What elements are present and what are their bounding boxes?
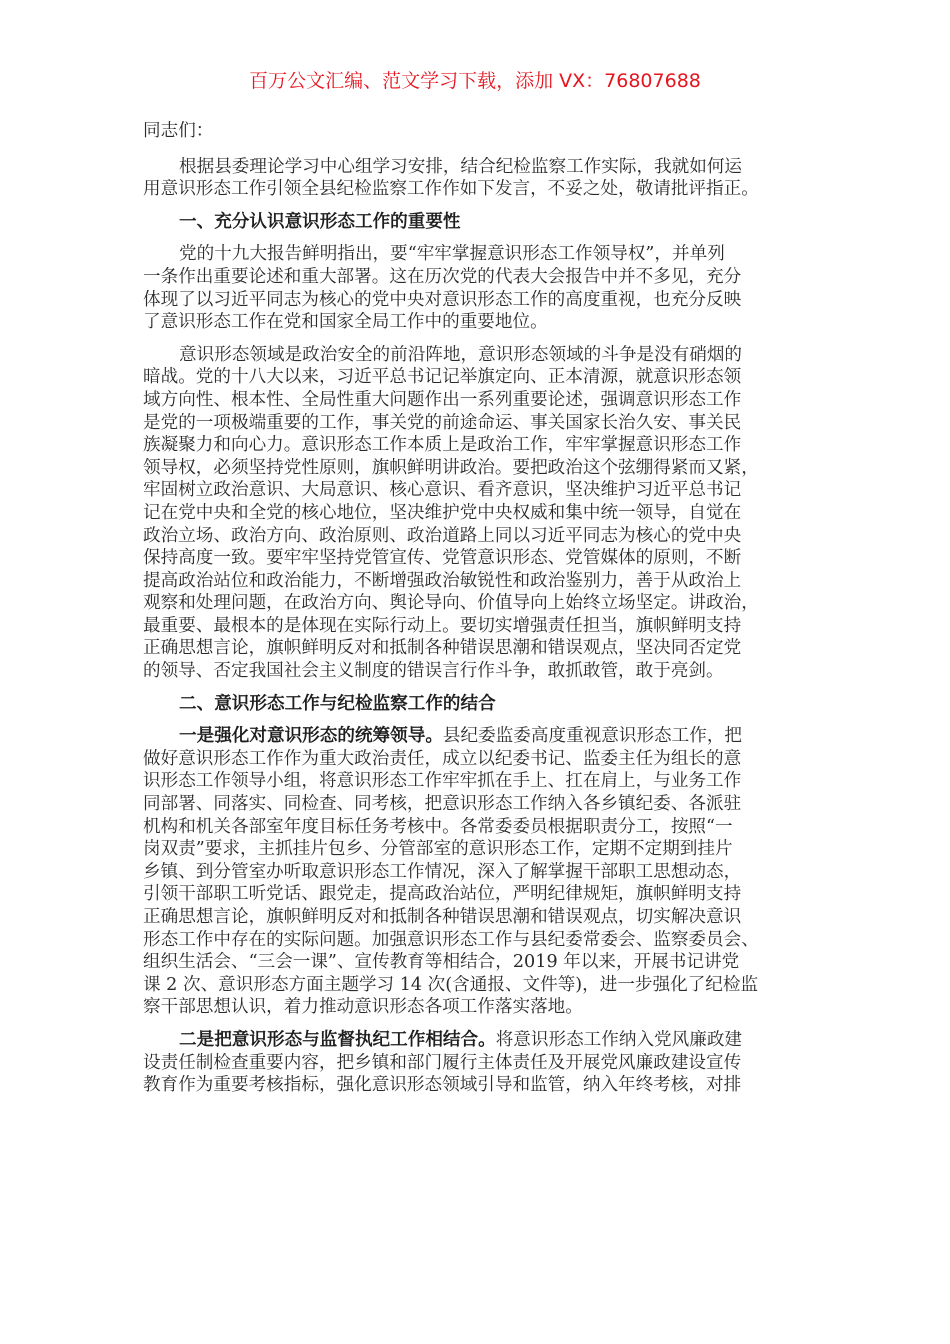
paragraph-lead: 二是把意识形态与监督执纪工作相结合。 xyxy=(179,1029,496,1050)
paragraph-line: 同部署、同落实、同检查、同考核，把意识形态工作纳入各乡镇纪委、各派驻 xyxy=(143,794,742,815)
paragraph-text: 将意识形态工作纳入党风廉政建 xyxy=(495,1029,743,1050)
paragraph-line: 最重要、最根本的是体现在实际行动上。要切实增强责任担当，旗帜鲜明支持 xyxy=(143,615,742,636)
paragraph-line: 乡镇、到分管室办听取意识形态工作情况，深入了解掌握干部职工思想动态， xyxy=(143,861,742,882)
paragraph-line: 体现了以习近平同志为核心的党中央对意识形态工作的高度重视，也充分反映 xyxy=(143,289,742,310)
paragraph-line: 的领导、否定我国社会主义制度的错误言行作斗争，敢抓敢管，敢于亮剑。 xyxy=(143,661,724,682)
paragraph-line: 用意识形态工作引领全县纪检监察工作作如下发言，不妥之处，敬请批评指正。 xyxy=(143,179,759,200)
paragraph-line: 组织生活会、“三会一课”、宣传教育等相结合，2019 年以来，开展书记讲党 xyxy=(143,952,740,973)
section-1-paragraph-2 xyxy=(143,344,807,683)
paragraph-line: 引领干部职工听党话、跟党走，提高政治站位，严明纪律规矩，旗帜鲜明支持 xyxy=(143,884,742,905)
section-2-heading: 二、意识形态工作与纪检监察工作的结合 xyxy=(179,693,496,714)
paragraph-line: 记在党中央和全党的核心地位，坚决维护党中央权威和集中统一领导，自觉在 xyxy=(143,502,742,523)
paragraph-line: 一条作出重要论述和重大部署。这在历次党的代表大会报告中并不多见，充分 xyxy=(143,266,742,287)
paragraph-line: 设责任制检查重要内容，把乡镇和部门履行主体责任及开展党风廉政建设宣传 xyxy=(143,1052,742,1073)
paragraph-line: 是党的一项极端重要的工作，事关党的前途命运、事关国家长治久安、事关民 xyxy=(143,412,742,433)
paragraph-line: 教育作为重要考核指标，强化意识形态领域引导和监管，纳入年终考核，对排 xyxy=(143,1075,742,1096)
paragraph-line: 政治立场、政治方向、政治原则、政治道路上同以习近平同志为核心的党中央 xyxy=(143,525,742,546)
paragraph-line: 族凝聚力和向心力。意识形态工作本质上是政治工作，牢牢掌握意识形态工作 xyxy=(143,435,742,456)
paragraph-first-line xyxy=(143,725,807,748)
paragraph-line: 了意识形态工作在党和国家全局工作中的重要地位。 xyxy=(143,312,548,333)
paragraph-line: 做好意识形态工作作为重大政治责任，成立以纪委书记、监委主任为组长的意 xyxy=(143,748,742,769)
paragraph-line: 领导权，必须坚持党性原则，旗帜鲜明讲政治。要把政治这个弦绷得紧而又紧， xyxy=(143,457,759,478)
document-body xyxy=(143,120,807,1107)
paragraph-line: 正确思想言论，旗帜鲜明反对和抵制各种错误思潮和错误观点，坚决同否定党 xyxy=(143,638,742,659)
paragraph-line: 意识形态领域是政治安全的前沿阵地，意识形态领域的斗争是没有硝烟的 xyxy=(179,344,743,365)
paragraph-line: 保持高度一致。要牢牢坚持党管宣传、党管意识形态、党管媒体的原则，不断 xyxy=(143,548,742,569)
paragraph-line: 机构和机关各部室年度目标任务考核中。各常委委员根据职责分工，按照“一 xyxy=(143,816,733,837)
paragraph-line: 党的十九大报告鲜明指出，要“牢牢掌握意识形态工作领导权”，并单列 xyxy=(179,244,725,265)
section-2-paragraph-1 xyxy=(143,725,807,1019)
intro-paragraph xyxy=(143,156,807,201)
paragraph-line: 课 2 次、意识形态方面主题学习 14 次(含通报、文件等)，进一步强化了纪检监 xyxy=(143,974,759,995)
paragraph-lead: 一是强化对意识形态的统筹领导。 xyxy=(179,726,443,747)
section-2-paragraph-2 xyxy=(143,1029,807,1097)
paragraph-line: 域方向性、根本性、全局性重大问题作出一系列重要论述，强调意识形态工作 xyxy=(143,389,742,410)
paragraph-text: 县纪委监委高度重视意识形态工作，把 xyxy=(442,726,743,747)
paragraph-line: 察干部思想认识，着力推动意识形态各项工作落实落地。 xyxy=(143,997,583,1018)
paragraph-line: 根据县委理论学习中心组学习安排，结合纪检监察工作实际，我就如何运 xyxy=(179,156,743,177)
paragraph-line: 牢固树立政治意识、大局意识、核心意识、看齐意识，坚决维护习近平总书记 xyxy=(143,480,742,501)
paragraph-line: 形态工作中存在的实际问题。加强意识形态工作与县纪委常委会、监察委员会、 xyxy=(143,929,759,950)
paragraph-line: 观察和处理问题，在政治方向、舆论导向、价值导向上始终立场坚定。讲政治， xyxy=(143,593,759,614)
paragraph-line: 暗战。党的十八大以来，习近平总书记记举旗定向、正本清源，就意识形态领 xyxy=(143,367,742,388)
salutation: 同志们： xyxy=(143,121,214,141)
section-1-heading: 一、充分认识意识形态工作的重要性 xyxy=(179,211,461,232)
promo-banner: 百万公文汇编、范文学习下载，添加 VX：76807688 xyxy=(249,70,701,92)
section-1-paragraph-1 xyxy=(143,243,807,333)
paragraph-line: 提高政治站位和政治能力，不断增强政治敏锐性和政治鉴别力，善于从政治上 xyxy=(143,570,742,591)
paragraph-line: 识形态工作领导小组，将意识形态工作牢牢抓在手上、扛在肩上，与业务工作 xyxy=(143,771,742,792)
paragraph-first-line xyxy=(143,1029,807,1052)
paragraph-line: 正确思想言论，旗帜鲜明反对和抵制各种错误思潮和错误观点，切实解决意识 xyxy=(143,907,742,927)
paragraph-line: 岗双责”要求，主抓挂片包乡、分管部室的意识形态工作，定期不定期到挂片 xyxy=(143,839,733,860)
